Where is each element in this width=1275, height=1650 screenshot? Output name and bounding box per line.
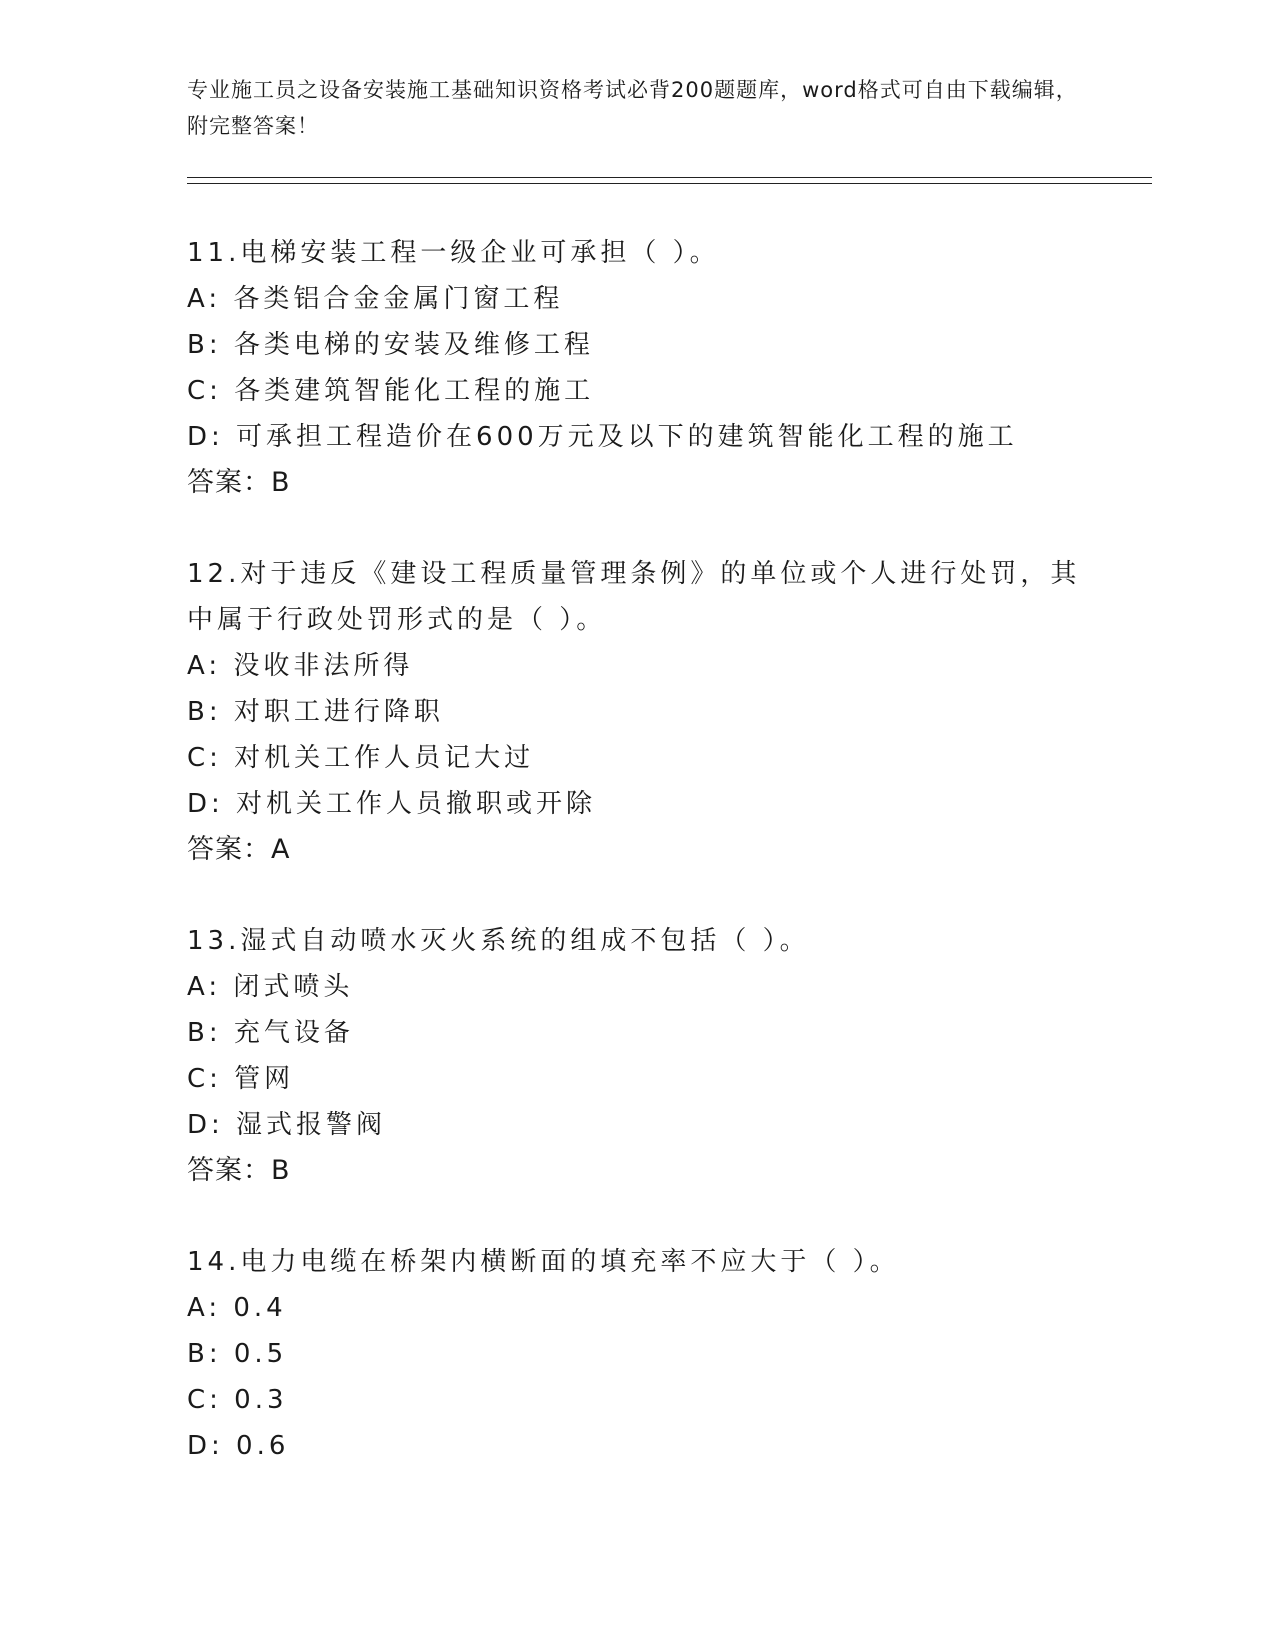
question-stem: 12.对于违反《建设工程质量管理条例》的单位或个人进行处罚，其中属于行政处罚形式的是（ ）。 [187, 559, 1081, 635]
option-d: D: 0.6 [187, 1431, 290, 1461]
answer: 答案：B [187, 1155, 291, 1186]
answer: 答案：B [187, 467, 291, 498]
option-b: B: 0.5 [187, 1339, 288, 1369]
question-14 [187, 1239, 1087, 1469]
option-c: C: 管网 [187, 1064, 295, 1094]
option-c: C: 各类建筑智能化工程的施工 [187, 376, 595, 406]
option-b: B: 充气设备 [187, 1018, 354, 1048]
question-11 [187, 230, 1087, 506]
option-a: A: 闭式喷头 [187, 972, 354, 1002]
answer: 答案：A [187, 834, 291, 865]
document-header: 专业施工员之设备安装施工基础知识资格考试必背200题题库，word格式可自由下载编辑，附完整答案！ [187, 78, 1078, 138]
option-a: A: 0.4 [187, 1293, 287, 1323]
option-d: D: 湿式报警阀 [187, 1110, 387, 1140]
option-d: D: 可承担工程造价在600万元及以下的建筑智能化工程的施工 [187, 422, 1018, 452]
question-stem: 11.电梯安装工程一级企业可承担（ ）。 [187, 238, 720, 268]
header-divider-bottom [187, 183, 1152, 184]
option-b: B: 对职工进行降职 [187, 697, 444, 727]
question-list [187, 230, 1087, 1514]
header-divider-top [187, 177, 1152, 178]
question-stem: 14.电力电缆在桥架内横断面的填充率不应大于（ ）。 [187, 1247, 900, 1277]
option-a: A: 没收非法所得 [187, 651, 414, 681]
option-c: C: 0.3 [187, 1385, 288, 1415]
option-c: C: 对机关工作人员记大过 [187, 743, 535, 773]
question-stem: 13.湿式自动喷水灭火系统的组成不包括（ ）。 [187, 926, 810, 956]
option-b: B: 各类电梯的安装及维修工程 [187, 330, 594, 360]
option-a: A: 各类铝合金金属门窗工程 [187, 284, 564, 314]
option-d: D: 对机关工作人员撤职或开除 [187, 789, 597, 819]
question-13 [187, 918, 1087, 1194]
question-12 [187, 551, 1087, 873]
